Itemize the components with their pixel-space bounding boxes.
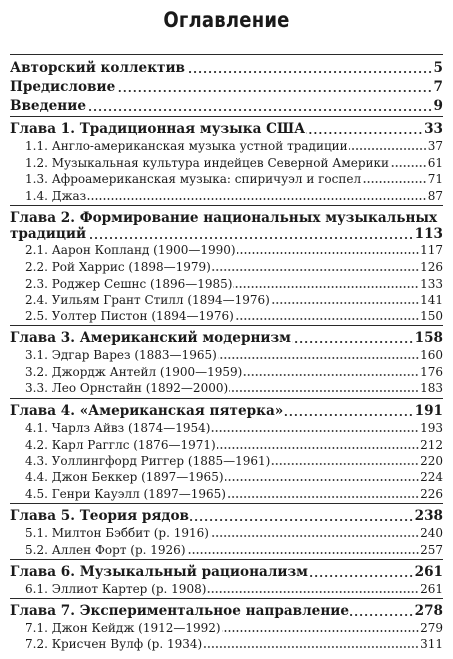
section-entry-page-number: 220: [420, 454, 443, 468]
section-entry-label: 3.1. Эдгар Варез (1883—1965): [25, 348, 217, 362]
chapter-entry[interactable]: [10, 226, 443, 242]
dot-leader: [218, 357, 419, 359]
dot-leader: [309, 575, 414, 577]
chapter-entry-page-number: 113: [414, 226, 443, 242]
section-entry[interactable]: [25, 470, 443, 484]
section-entry[interactable]: [25, 309, 443, 323]
dot-leader: [207, 591, 419, 593]
dot-leader: [222, 630, 419, 632]
section-entry-label: 6.1. Эллиот Картер (р. 1908): [25, 582, 207, 596]
section-entry-label: 2.5. Уолтер Пистон (1894—1976): [25, 309, 234, 323]
section-entry-page-number: 311: [420, 637, 443, 651]
section-entry-page-number: 117: [420, 243, 443, 257]
chapter-entry[interactable]: [10, 330, 443, 346]
section-entry[interactable]: [25, 526, 443, 540]
section-entry[interactable]: [25, 381, 443, 395]
chapter-entry-label: традиций: [10, 226, 87, 242]
dot-leader: [210, 535, 419, 537]
section-entry-page-number: 176: [420, 365, 443, 379]
section-entry[interactable]: [25, 293, 443, 307]
front-item[interactable]: [10, 79, 443, 95]
section-entry-page-number: 37: [427, 139, 443, 153]
dot-leader: [350, 614, 414, 616]
section-entry-label: 2.1. Аарон Копланд (1900—1990): [25, 243, 236, 257]
section-entry[interactable]: [25, 348, 443, 362]
section-entry[interactable]: [25, 243, 443, 257]
dot-leader: [362, 181, 427, 183]
dot-leader: [225, 479, 420, 481]
section-entry[interactable]: [25, 277, 443, 291]
chapter-entry[interactable]: [10, 603, 443, 619]
dot-leader: [116, 90, 432, 92]
dot-leader: [349, 148, 427, 150]
section-entry-page-number: 240: [420, 526, 443, 540]
front-item[interactable]: [10, 60, 443, 76]
section-entry-label: 2.4. Уильям Грант Стилл (1894—1976): [25, 293, 270, 307]
chapter-entry-label: Глава 6. Музыкальный рационализм: [10, 564, 308, 580]
section-divider: [10, 54, 443, 55]
dot-leader: [212, 269, 419, 271]
section-entry[interactable]: [25, 454, 443, 468]
dot-leader: [227, 496, 419, 498]
chapter-entry-page-number: 158: [414, 330, 443, 346]
section-entry[interactable]: [25, 621, 443, 635]
section-divider: [10, 559, 443, 560]
dot-leader: [87, 109, 433, 111]
section-entry-label: 4.1. Чарлз Айвз (1874—1954): [25, 421, 211, 435]
section-entry-page-number: 279: [420, 621, 443, 635]
chapter-entry-page-number: 261: [414, 564, 443, 580]
section-entry[interactable]: [25, 172, 443, 186]
front-item[interactable]: [10, 98, 443, 114]
section-entry-page-number: 87: [427, 189, 443, 203]
chapter-entry-label: Глава 1. Традиционная музыка США: [10, 121, 306, 137]
section-entry-page-number: 133: [420, 277, 443, 291]
dot-leader: [292, 341, 414, 343]
section-entry[interactable]: [25, 438, 443, 452]
section-entry-label: 2.3. Роджер Сешнс (1896—1985): [25, 277, 233, 291]
section-entry[interactable]: [25, 139, 443, 153]
section-entry[interactable]: [25, 543, 443, 557]
section-entry-label: 4.2. Карл Рагглс (1876—1971): [25, 438, 216, 452]
section-divider: [10, 205, 443, 206]
dot-leader: [306, 132, 423, 134]
section-entry-label: 4.4. Джон Беккер (1897—1965): [25, 470, 224, 484]
section-entry[interactable]: [25, 487, 443, 501]
section-entry-page-number: 150: [420, 309, 443, 323]
section-entry-label: 1.1. Англо-американская музыка устной традиции: [25, 139, 348, 153]
section-entry[interactable]: [25, 421, 443, 435]
section-divider: [10, 325, 443, 326]
section-entry-page-number: 183: [420, 381, 443, 395]
page-title: Оглавление: [163, 8, 290, 32]
chapter-entry-label: Глава 4. «Американская пятерка»: [10, 403, 284, 419]
section-entry-label: 3.2. Джордж Антейл (1900—1959): [25, 365, 243, 379]
section-divider: [10, 598, 443, 599]
dot-leader: [243, 374, 419, 376]
front-item-label: Авторский коллектив: [10, 60, 185, 76]
section-entry-page-number: 224: [420, 470, 443, 484]
front-item-page-number: 9: [433, 98, 443, 114]
dot-leader: [187, 552, 420, 554]
section-entry[interactable]: [25, 189, 443, 203]
section-entry[interactable]: [25, 365, 443, 379]
section-entry-label: 7.2. Крисчен Вулф (р. 1934): [25, 637, 203, 651]
front-item-page-number: 7: [433, 79, 443, 95]
dot-leader: [186, 71, 433, 73]
dot-leader: [203, 646, 419, 648]
chapter-entry[interactable]: [10, 121, 443, 137]
section-entry-label: 7.1. Джон Кейдж (1912—1992): [25, 621, 221, 635]
section-entry-label: 4.3. Уоллингфорд Риггер (1885—1961): [25, 454, 271, 468]
section-entry-page-number: 141: [420, 293, 443, 307]
chapter-entry[interactable]: [10, 508, 443, 524]
dot-leader: [87, 237, 414, 239]
chapter-entry-label: Глава 3. Американский модернизм: [10, 330, 291, 346]
front-item-label: Предисловие: [10, 79, 116, 95]
section-entry-page-number: 212: [420, 438, 443, 452]
chapter-entry[interactable]: [10, 564, 443, 580]
chapter-entry-page-number: 238: [414, 508, 443, 524]
section-entry-page-number: 126: [420, 260, 443, 274]
section-entry[interactable]: [25, 260, 443, 274]
dot-leader: [87, 198, 427, 200]
chapter-entry-page-number: 33: [424, 121, 443, 137]
front-item-page-number: 5: [433, 60, 443, 76]
section-divider: [10, 503, 443, 504]
dot-leader: [229, 390, 419, 392]
chapter-entry-page-number: 191: [414, 403, 443, 419]
section-entry-label: 1.2. Музыкальная культура индейцев Северной Америки: [25, 156, 390, 170]
section-entry-label: 5.2. Аллен Форт (р. 1926): [25, 543, 186, 557]
section-entry-label: 1.4. Джаз: [25, 189, 87, 203]
dot-leader: [271, 463, 419, 465]
section-divider: [10, 398, 443, 399]
dot-leader: [390, 165, 427, 167]
dot-leader: [217, 447, 419, 449]
chapter-entry-label: Глава 5. Теория рядов: [10, 508, 190, 524]
section-entry-page-number: 61: [427, 156, 443, 170]
section-entry-page-number: 261: [420, 582, 443, 596]
chapter-entry[interactable]: [10, 403, 443, 419]
section-entry[interactable]: [25, 637, 443, 651]
section-entry-label: 4.5. Генри Кауэлл (1897—1965): [25, 487, 226, 501]
section-divider: [10, 116, 443, 117]
section-entry-page-number: 226: [420, 487, 443, 501]
dot-leader: [190, 519, 414, 521]
front-item-label: Введение: [10, 98, 86, 114]
section-entry-label: 5.1. Милтон Бэббит (р. 1916): [25, 526, 209, 540]
section-entry-page-number: 160: [420, 348, 443, 362]
section-entry-label: 1.3. Афроамериканская музыка: спиричуэл и госпел: [25, 172, 362, 186]
dot-leader: [235, 318, 419, 320]
section-entry-label: 2.2. Рой Харрис (1898—1979): [25, 260, 211, 274]
dot-leader: [211, 430, 419, 432]
dot-leader: [237, 252, 419, 254]
dot-leader: [284, 414, 413, 416]
section-entry[interactable]: [25, 582, 443, 596]
chapter-entry-page-number: 278: [414, 603, 443, 619]
section-entry-label: 3.3. Лео Орнстайн (1892—2000): [25, 381, 229, 395]
chapter-title-line1: Глава 2. Формирование национальных музыкальных: [10, 210, 438, 226]
chapter-entry-label: Глава 7. Экспериментальное направление: [10, 603, 350, 619]
section-entry-page-number: 193: [420, 421, 443, 435]
section-entry[interactable]: [25, 156, 443, 170]
dot-leader: [233, 286, 419, 288]
dot-leader: [271, 302, 419, 304]
section-entry-page-number: 257: [420, 543, 443, 557]
section-entry-page-number: 71: [427, 172, 443, 186]
